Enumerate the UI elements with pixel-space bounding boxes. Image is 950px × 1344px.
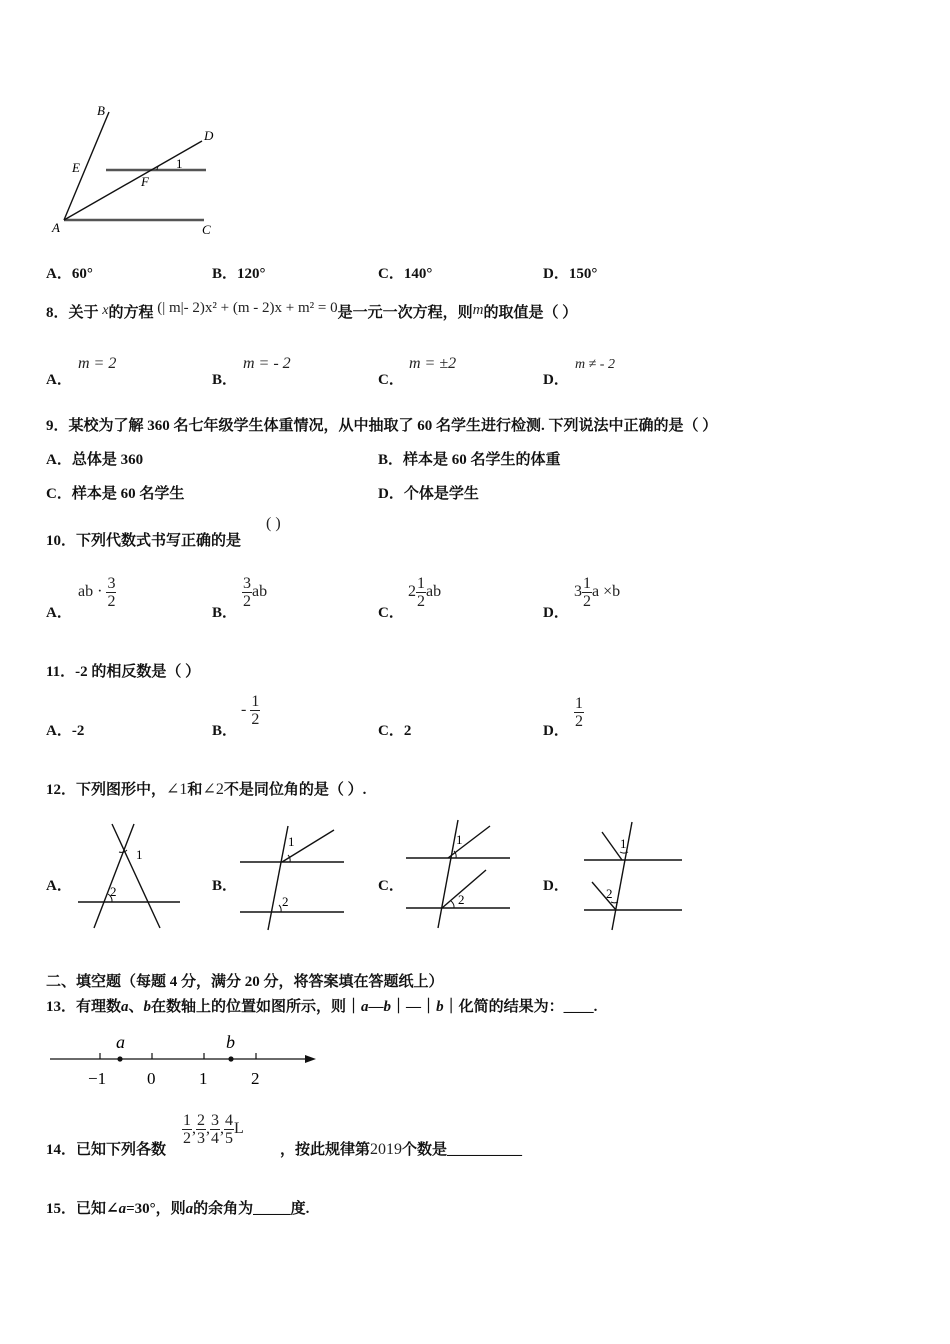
q10-paren: ( ) <box>266 515 281 532</box>
label-B: B <box>97 103 105 118</box>
q13-stem: 13．有理数a、b在数轴上的位置如图所示，则｜a—b｜—｜b｜化简的结果为：____. <box>46 999 598 1015</box>
q8-option-d-expr: m ≠ - 2 <box>575 357 615 372</box>
q11-option-d[interactable]: D． <box>543 723 569 739</box>
q13-number-line <box>44 1028 324 1090</box>
q12-option-a[interactable]: A． <box>46 878 72 894</box>
q7-option-a[interactable]: A．60° <box>46 266 93 282</box>
q9-option-c[interactable]: C．样本是 60 名学生 <box>46 486 185 502</box>
q8-stem: 8．关于 x的方程 (| m|- 2)x² + (m - 2)x + m² = 0是一元一次方程，则m的取值是（ ） <box>46 300 578 321</box>
q12-b-label-2: 2 <box>282 894 289 909</box>
q8-option-b-expr: m = - 2 <box>243 355 291 372</box>
label-C: C <box>202 222 211 237</box>
axis-tick-0: 0 <box>147 1069 156 1088</box>
q12-b-label-1: 1 <box>288 834 295 849</box>
q8-option-d[interactable]: D． <box>543 372 569 388</box>
q7-figure <box>44 98 224 243</box>
q12-a-label-1: 1 <box>136 847 143 862</box>
axis-label-a: a <box>116 1032 125 1052</box>
label-D: D <box>204 128 214 143</box>
q8-option-a[interactable]: A． <box>46 372 72 388</box>
q14-stem-pre: 14．已知下列各数 <box>46 1142 167 1158</box>
q15-stem: 15．已知∠a=30°，则a的余角为_____度. <box>46 1201 310 1217</box>
q14-sequence: $\frac{1}{2}$ , $\frac{2}{3}$ , $\frac{3}{4}$ , $\frac{4}{5}$ L <box>183 1112 244 1147</box>
q9-option-b[interactable]: B．样本是 60 名学生的体重 <box>378 452 561 468</box>
q14-stem-post: ，按此规律第2019个数是__________ <box>280 1141 523 1158</box>
axis-tick-1: 1 <box>199 1069 208 1088</box>
q10-option-c-expr: 2 $\frac{1}{2}$ ab <box>408 575 442 610</box>
q12-d-label-2: 2 <box>606 886 613 901</box>
axis-tick-2: 2 <box>251 1069 260 1088</box>
q12-option-c[interactable]: C． <box>378 878 404 894</box>
q11-option-d-expr: $\frac{1}{2}$ <box>575 695 583 730</box>
q8-equation: (| m|- 2)x² + (m - 2)x + m² = 0 <box>157 300 338 316</box>
q9-option-d[interactable]: D．个体是学生 <box>378 486 479 502</box>
q12-figure-d <box>580 818 686 934</box>
q10-option-d-expr: 3 $\frac{1}{2}$ a ×b <box>574 575 621 610</box>
q10-option-d[interactable]: D． <box>543 605 569 621</box>
label-F: F <box>141 174 149 189</box>
q12-a-label-2: 2 <box>110 884 117 899</box>
q7-option-d[interactable]: D．150° <box>543 266 598 282</box>
q12-figure-b <box>236 818 348 934</box>
q11-option-b[interactable]: B． <box>212 723 238 739</box>
q10-option-b[interactable]: B． <box>212 605 238 621</box>
q10-stem: 10．下列代数式书写正确的是 <box>46 533 242 549</box>
label-1: 1 <box>176 156 183 171</box>
q12-c-label-2: 2 <box>458 892 465 907</box>
q11-option-a[interactable]: A．-2 <box>46 723 85 739</box>
q9-option-a[interactable]: A．总体是 360 <box>46 452 144 468</box>
axis-tick-minus1: −1 <box>88 1069 107 1088</box>
q12-d-label-1: 1 <box>620 836 627 851</box>
q12-figure-a <box>72 820 184 932</box>
q12-option-d[interactable]: D． <box>543 878 569 894</box>
label-E: E <box>72 160 80 175</box>
q12-figure-c <box>402 814 514 932</box>
axis-label-b: b <box>226 1032 235 1052</box>
q10-option-a[interactable]: A． <box>46 605 72 621</box>
label-A: A <box>52 220 60 235</box>
q8-option-c-expr: m = ±2 <box>409 355 457 372</box>
q10-option-b-expr: $\frac{3}{2}$ ab <box>243 575 268 610</box>
q8-option-c[interactable]: C． <box>378 372 404 388</box>
q7-option-c[interactable]: C．140° <box>378 266 433 282</box>
q12-c-label-1: 1 <box>456 832 463 847</box>
q11-option-b-expr: - $\frac{1}{2}$ <box>241 693 260 728</box>
q11-stem: 11．-2 的相反数是（ ） <box>46 664 201 680</box>
section-2-title: 二、填空题（每题 4 分，满分 20 分，将答案填在答题纸上） <box>46 974 444 990</box>
q10-option-c[interactable]: C． <box>378 605 404 621</box>
q8-option-b[interactable]: B． <box>212 372 238 388</box>
q7-option-b[interactable]: B．120° <box>212 266 266 282</box>
q12-stem: 12．下列图形中，∠1和∠2不是同位角的是（ ）. <box>46 781 367 798</box>
q9-stem: 9．某校为了解 360 名七年级学生体重情况，从中抽取了 60 名学生进行检测. 下列说法中正确的是（ ） <box>46 418 718 434</box>
q11-option-c[interactable]: C．2 <box>378 723 412 739</box>
q12-option-b[interactable]: B． <box>212 878 238 894</box>
q10-option-a-expr: ab · $\frac{3}{2}$ <box>78 575 116 610</box>
q8-option-a-expr: m = 2 <box>78 355 117 372</box>
